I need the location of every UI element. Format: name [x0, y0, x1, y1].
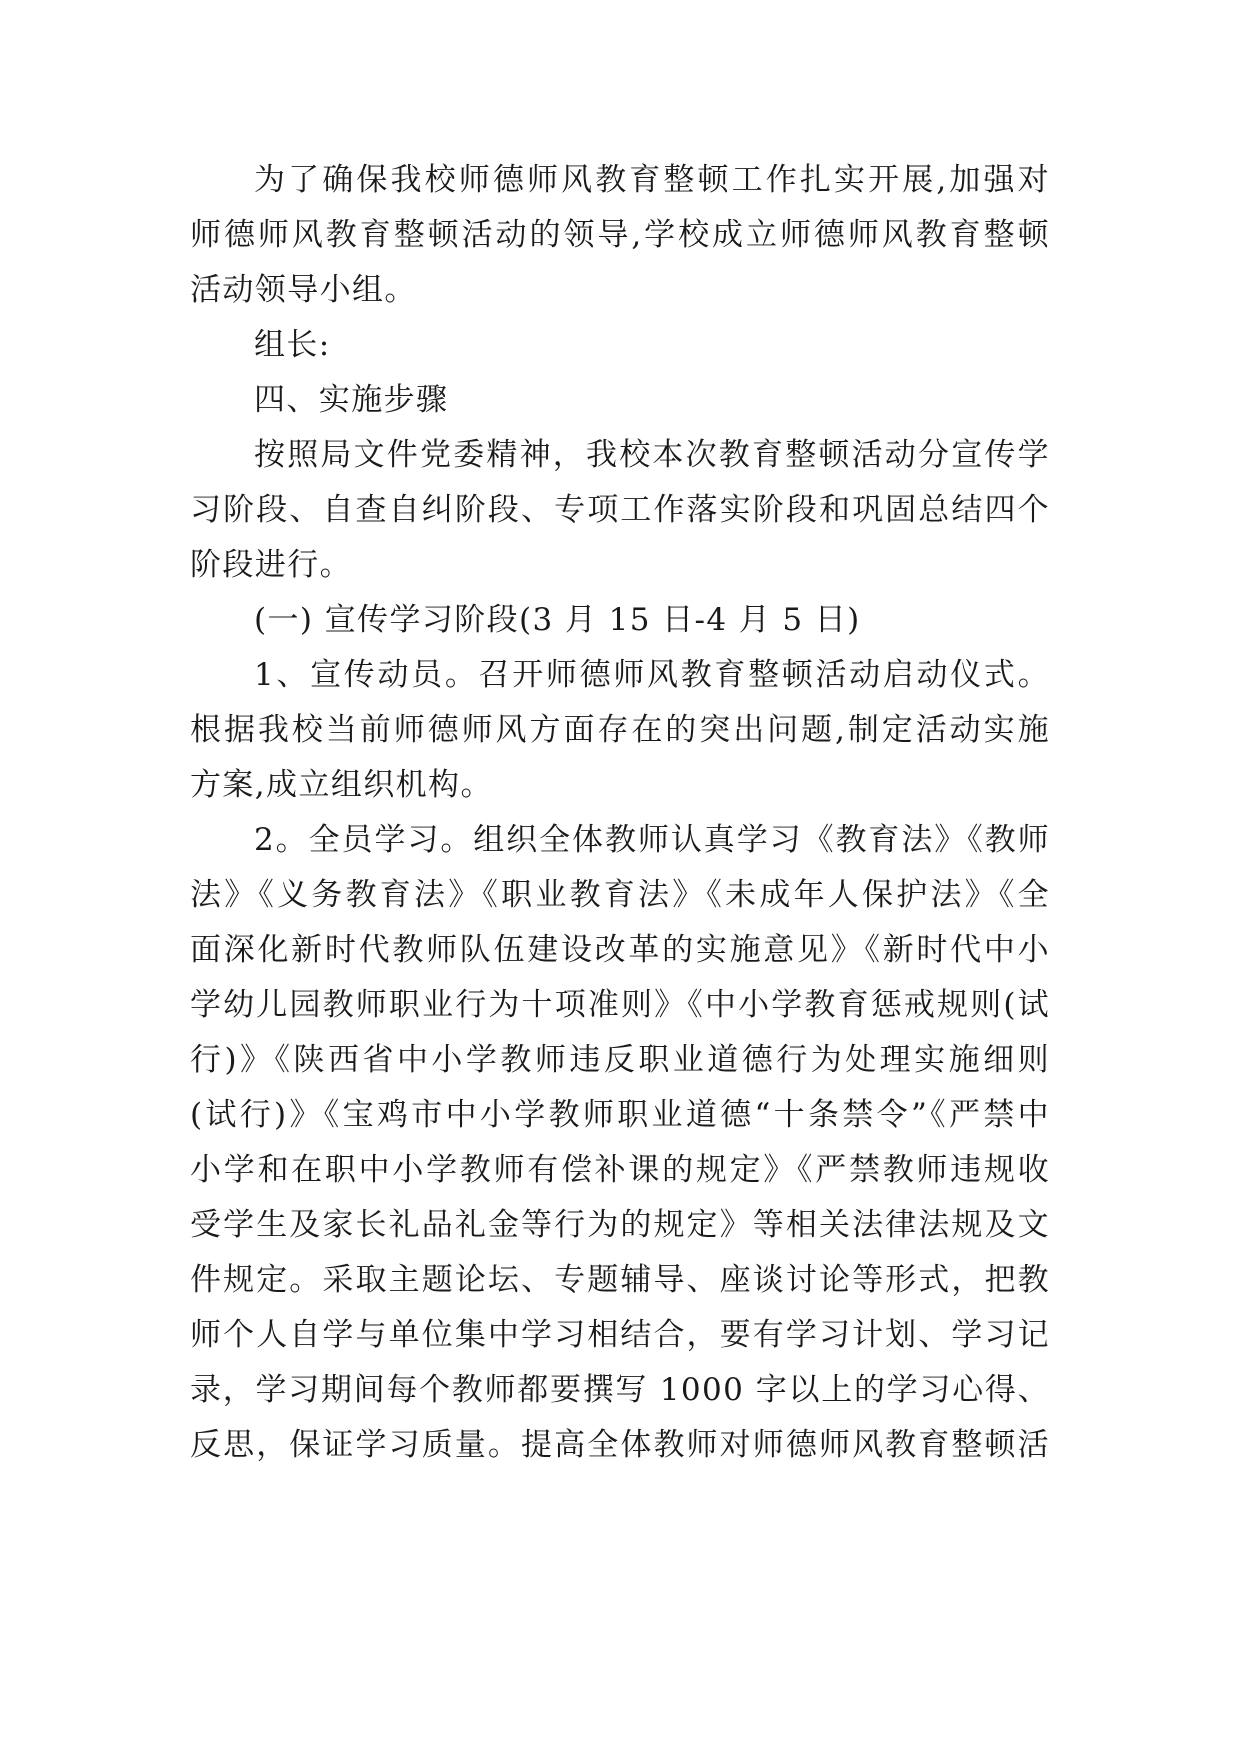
section-label: 组长:	[254, 327, 331, 363]
paragraph-line: 行)》《陕西省中小学教师违反职业道德行为处理实施细则	[190, 1042, 1050, 1078]
paragraph-line: 小学和在职中小学教师有偿补课的规定》《严禁教师违规收	[190, 1152, 1050, 1188]
paragraph-line: 活动领导小组。	[190, 272, 417, 308]
paragraph-line: 师个人自学与单位集中学习相结合，要有学习计划、学习记	[190, 1317, 1050, 1353]
paragraph-line: (试行)》《宝鸡市中小学教师职业道德“十条禁令”《严禁中	[190, 1097, 1050, 1133]
section-heading: 四、实施步骤	[254, 382, 449, 418]
paragraph-line: 根据我校当前师德师风方面存在的突出问题,制定活动实施	[190, 712, 1050, 748]
document-page	[190, 150, 1050, 1630]
paragraph-line: 师德师风教育整顿活动的领导,学校成立师德师风教育整顿	[190, 217, 1050, 253]
paragraph-line: 2。全员学习。组织全体教师认真学习《教育法》《教师	[254, 822, 1050, 858]
paragraph-line: 面深化新时代教师队伍建设改革的实施意见》《新时代中小	[190, 932, 1050, 968]
paragraph-line: 学幼儿园教师职业行为十项准则》《中小学教育惩戒规则(试	[190, 987, 1050, 1023]
paragraph-line: 反思，保证学习质量。提高全体教师对师德师风教育整顿活	[190, 1427, 1050, 1463]
paragraph-line: 阶段进行。	[190, 547, 352, 583]
paragraph-line: 件规定。采取主题论坛、专题辅导、座谈讨论等形式，把教	[190, 1262, 1050, 1298]
paragraph-line: 按照局文件党委精神，我校本次教育整顿活动分宣传学	[254, 437, 1050, 473]
paragraph-line: 录，学习期间每个教师都要撰写 1000 字以上的学习心得、	[190, 1372, 1050, 1408]
paragraph-line: 习阶段、自查自纠阶段、专项工作落实阶段和巩固总结四个	[190, 492, 1050, 528]
paragraph-line: 为了确保我校师德师风教育整顿工作扎实开展,加强对	[254, 162, 1050, 198]
paragraph-line: 1、宣传动员。召开师德师风教育整顿活动启动仪式。	[254, 657, 1050, 693]
paragraph-line: 法》《义务教育法》《职业教育法》《未成年人保护法》《全	[190, 877, 1050, 913]
subsection-heading: (一) 宣传学习阶段(3 月 15 日-4 月 5 日)	[254, 602, 861, 638]
paragraph-line: 方案,成立组织机构。	[190, 767, 493, 803]
paragraph-line: 受学生及家长礼品礼金等行为的规定》等相关法律法规及文	[190, 1207, 1050, 1243]
